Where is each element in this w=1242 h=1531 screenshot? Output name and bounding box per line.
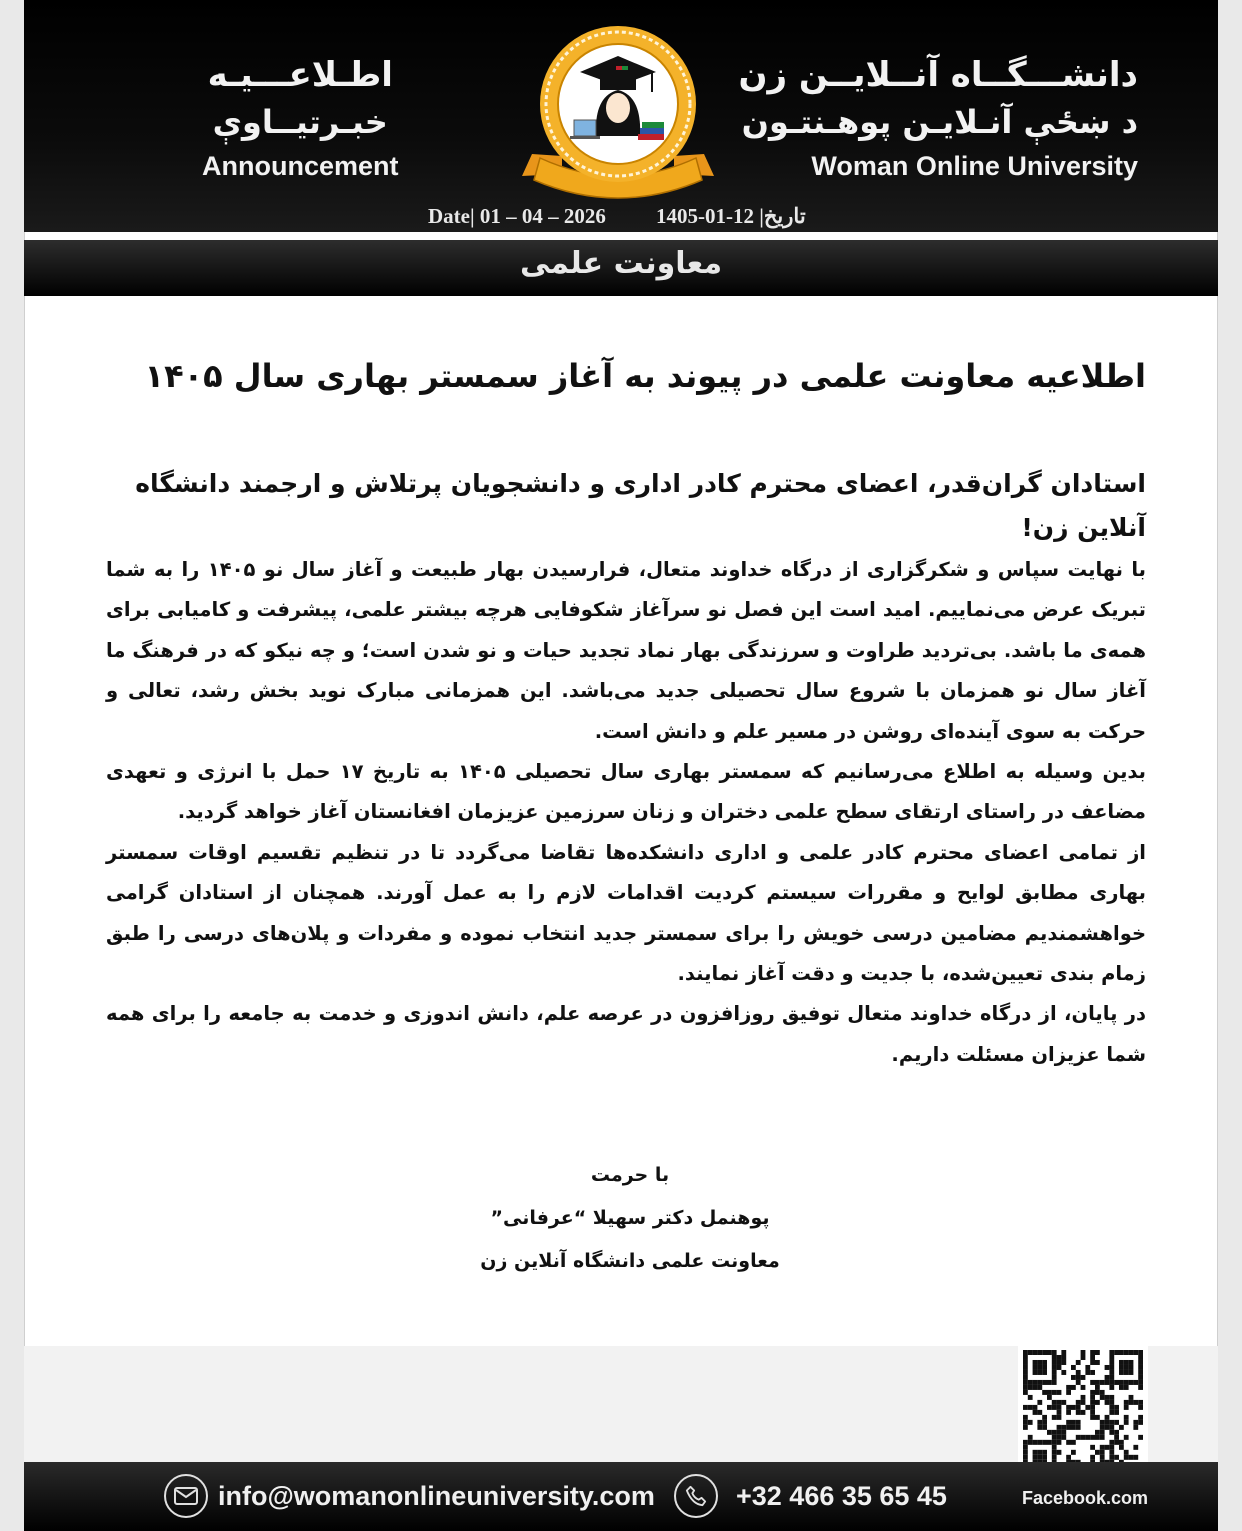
facebook-link[interactable]: Facebook.com [1021, 1488, 1149, 1508]
email-contact[interactable] [164, 1472, 655, 1520]
date-line [24, 200, 1218, 234]
announcement-pashto: خبـرتیــاوې [212, 103, 388, 141]
paragraph: در پایان، از درگاه خداوند متعال توفیق روزافزون در عرصه علم، دانش اندوزی و خدمت به جامعه را برای همه شما عزیزان مسئلت داریم. [106, 1002, 1146, 1066]
mail-icon [164, 1474, 208, 1518]
university-name-english: Woman Online University [811, 151, 1138, 181]
phone-icon [674, 1474, 718, 1518]
university-names [738, 52, 1138, 186]
university-name-dari: دانشـــگــاه آنــلایــن زن [738, 55, 1138, 95]
announcement-english: Announcement [202, 151, 399, 181]
signature-block [380, 1154, 880, 1283]
date-gregorian: Date| 01 – 04 – 2026 [428, 204, 606, 228]
announcement-labels [202, 52, 399, 186]
greeting: استادان گران‌قدر، اعضای محترم کادر اداری و دانشجویان پرتلاش و ارجمند دانشگاه آنلاین زن! [135, 469, 1146, 542]
letterhead [24, 0, 1218, 232]
university-logo [502, 26, 734, 204]
footer-bar [24, 1462, 1218, 1531]
date-solar: 1405-01-12 |تاریخ [656, 204, 806, 228]
department-band [24, 240, 1218, 296]
paragraph: از تمامی اعضای محترم کادر علمی و اداری دانشکده‌ها تقاضا می‌گردد تا در تنظیم تقسیم اوقات سمستر بهاری مطابق لوایح و مقررات سیستم کردیت اقدامات لازم را به عمل آورند. همچنان از استادان گرامی خواهشمندیم مضامین درسی خویش را برای سمستر جدید انتخاب نموده و مفردات و پلان‌های درسی را طبق زمام بندی تعیین‌شده، با جدیت و دقت آغاز نمایند. [106, 840, 1146, 986]
signatory-role: معاونت علمی دانشگاه آنلاین زن [480, 1250, 780, 1272]
email-address[interactable]: info@womanonlineuniversity.com [218, 1480, 655, 1511]
right-margin [1217, 0, 1242, 1531]
university-name-pashto: د ښځې آنـلایـن پوهـنتـون [741, 103, 1138, 141]
phone-number[interactable]: +32 466 35 65 45 [736, 1480, 947, 1511]
announcement-body [106, 550, 1146, 1075]
phone-contact[interactable] [674, 1472, 947, 1520]
left-margin [0, 0, 25, 1531]
closing: با حرمت [590, 1164, 670, 1186]
signatory-name: پوهنمل دکتر سهیلا “عرفانی” [490, 1207, 770, 1229]
announcement-title: اطلاعیه معاونت علمی در پیوند به آغاز سمستر بهاری سال ۱۴۰۵ [144, 357, 1146, 395]
department-title: معاونت علمی [519, 246, 723, 281]
announcement-dari: اطـلاعـــیـه [207, 55, 393, 95]
paragraph: با نهایت سپاس و شکرگزاری از درگاه خداوند متعال، فرارسیدن بهار طبیعت و آغاز سال نو ۱۴۰۵ را به شما تبریک عرض می‌نماییم. امید است این فصل نو سرآغاز شکوفایی هرچه بیشتر علمی، پیشرفت و کامیابی برای همه‌ی ما باشد. بی‌تردید طراوت و سرزندگی بهار نماد تجدید حیات و نو شدن است؛ و چه نیکو که در فرهنگ ما آغاز سال نو همزمان با شروع سال تحصیلی جدید می‌باشد. این همزمانی مبارک نوید بخش رشد، تعالی و حرکت به سوی آینده‌ای روشن در مسیر علم و دانش است. [106, 558, 1146, 743]
paragraph: بدین وسیله به اطلاع می‌رسانیم که سمستر بهاری سال تحصیلی ۱۴۰۵ به تاریخ ۱۷ حمل با انرژی و تعهدی مضاعف در راستای ارتقای سطح علمی دختران و زنان سرزمین عزیزمان افغانستان آغاز خواهد گردید. [106, 760, 1146, 824]
